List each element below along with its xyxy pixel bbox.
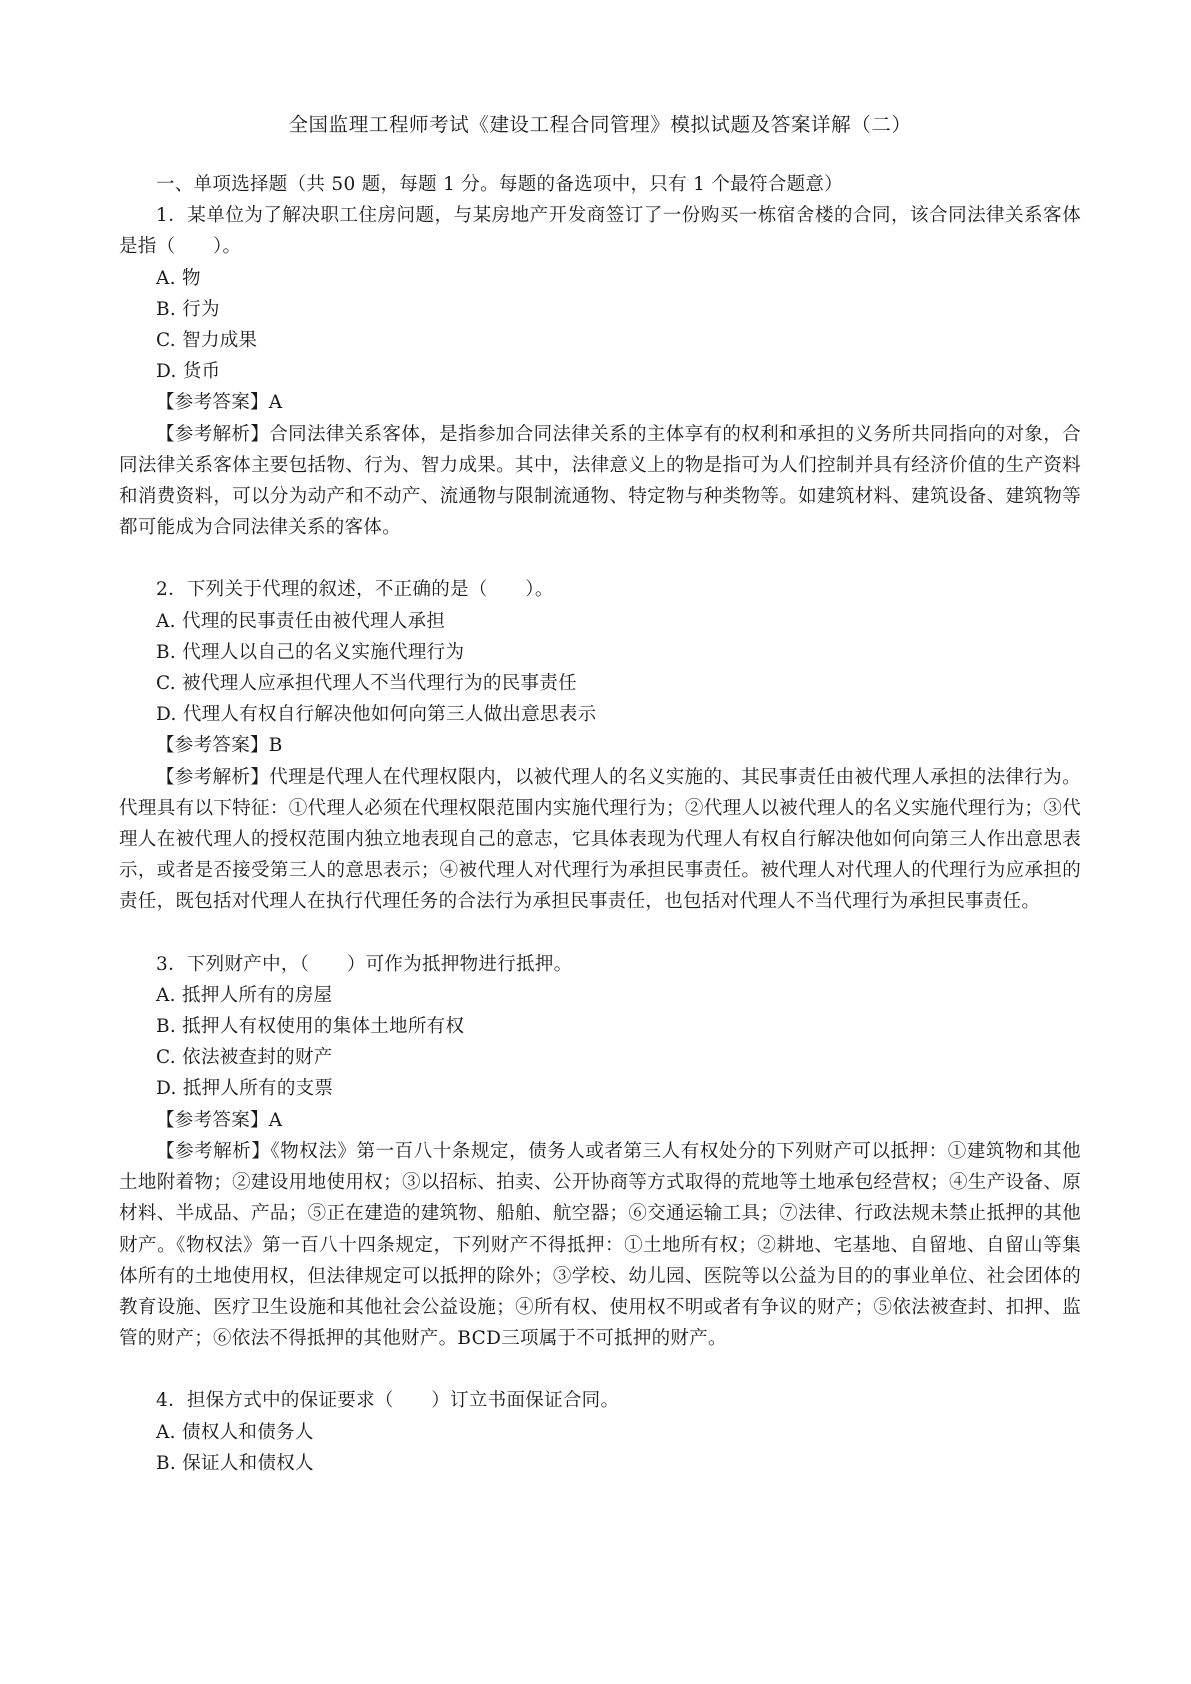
section-heading: 一、单项选择题（共 50 题，每题 1 分。每题的备选项中，只有 1 个最符合题意） <box>156 174 843 195</box>
question-3-option-c: C. 依法被查封的财产 <box>156 1047 333 1069</box>
document-title: 全国监理工程师考试《建设工程合同管理》模拟试题及答案详解（二） <box>288 113 912 136</box>
question-3-option-b: B. 抵押人有权使用的集体土地所有权 <box>156 1016 465 1038</box>
spacer <box>119 543 1081 574</box>
question-2-option-c: C. 被代理人应承担代理人不当代理行为的民事责任 <box>156 673 577 695</box>
question-2-option-b: B. 代理人以自己的名义实施代理行为 <box>156 641 465 663</box>
question-3-option-a: A. 抵押人所有的房屋 <box>156 984 333 1006</box>
question-1-option-b: B. 行为 <box>156 298 220 320</box>
question-3-option-d: D. 抵押人所有的支票 <box>156 1078 334 1100</box>
question-1-answer: 【参考答案】A <box>156 392 283 414</box>
question-1-option-a: A. 物 <box>156 267 201 289</box>
question-2-analysis: 【参考解析】代理是代理人在代理权限内，以被代理人的名义实施的、其民事责任由被代理人承担的法律行为。代理具有以下特征：①代理人必须在代理权限范围内实施代理行为；②代理人以被代理人的名义实施代理行为；③代理人在被代理人的授权范围内独立地表现自己的意志，它具体表现为代理人有权自行解决他如何向第三人作出意思表示，或者是否接受第三人的意思表示；④被代理人对代理行为承担民事责任。被代理人对代理人的代理行为应承担的责任，既包括对代理人在执行代理任务的合法行为承担民事责任，也包括对代理人不当代理行为承担民事责任。 <box>119 766 1081 913</box>
spacer <box>119 918 1081 949</box>
question-4-stem: 4．担保方式中的保证要求（ ）订立书面保证合同。 <box>156 1390 620 1412</box>
question-1-option-c: C. 智力成果 <box>156 330 258 352</box>
question-3-stem: 3．下列财产中，（ ）可作为抵押物进行抵押。 <box>156 953 573 975</box>
question-1-option-d: D. 货币 <box>156 361 221 383</box>
spacer <box>119 1354 1081 1385</box>
question-2-stem: 2．下列关于代理的叙述，不正确的是（ ）。 <box>156 579 554 601</box>
question-4-option-a: A. 债权人和债务人 <box>156 1421 314 1443</box>
question-2-answer: 【参考答案】B <box>156 735 283 757</box>
question-3-analysis: 【参考解析】《物权法》第一百八十条规定，债务人或者第三人有权处分的下列财产可以抵押：①建筑物和其他土地附着物；②建设用地使用权；③以招标、拍卖、公开协商等方式取得的荒地等土地承包经营权；④生产设备、原材料、半成品、产品；⑤正在建造的建筑物、船舶、航空器；⑥交通运输工具；⑦法律、行政法规未禁止抵押的其他财产。《物权法》第一百八十四条规定，下列财产不得抵押：①土地所有权；②耕地、宅基地、自留地、自留山等集体所有的土地使用权，但法律规定可以抵押的除外；③学校、幼儿园、医院等以公益为目的的事业单位、社会团体的教育设施、医疗卫生设施和其他社会公益设施；④所有权、使用权不明或者有争议的财产；⑤依法被查封、扣押、监管的财产；⑥依法不得抵押的其他财产。BCD三项属于不可抵押的财产。 <box>119 1140 1081 1350</box>
question-2-option-a: A. 代理的民事责任由被代理人承担 <box>156 610 446 632</box>
question-1-analysis: 【参考解析】合同法律关系客体，是指参加合同法律关系的主体享有的权利和承担的义务所共同指向的对象，合同法律关系客体主要包括物、行为、智力成果。其中，法律意义上的物是指可为人们控制并具有经济价值的生产资料和消费资料，可以分为动产和不动产、流通物与限制流通物、特定物与种类物等。如建筑材料、建筑设备、建筑物等都可能成为合同法律关系的客体。 <box>119 423 1081 539</box>
question-2-option-d: D. 代理人有权自行解决他如何向第三人做出意思表示 <box>156 704 597 726</box>
question-3-answer: 【参考答案】A <box>156 1109 283 1131</box>
question-1-stem: 1．某单位为了解决职工住房问题，与某房地产开发商签订了一份购买一栋宿舍楼的合同，该合同法律关系客体是指（ ）。 <box>119 205 1081 258</box>
question-4-option-b: B. 保证人和债权人 <box>156 1452 314 1474</box>
